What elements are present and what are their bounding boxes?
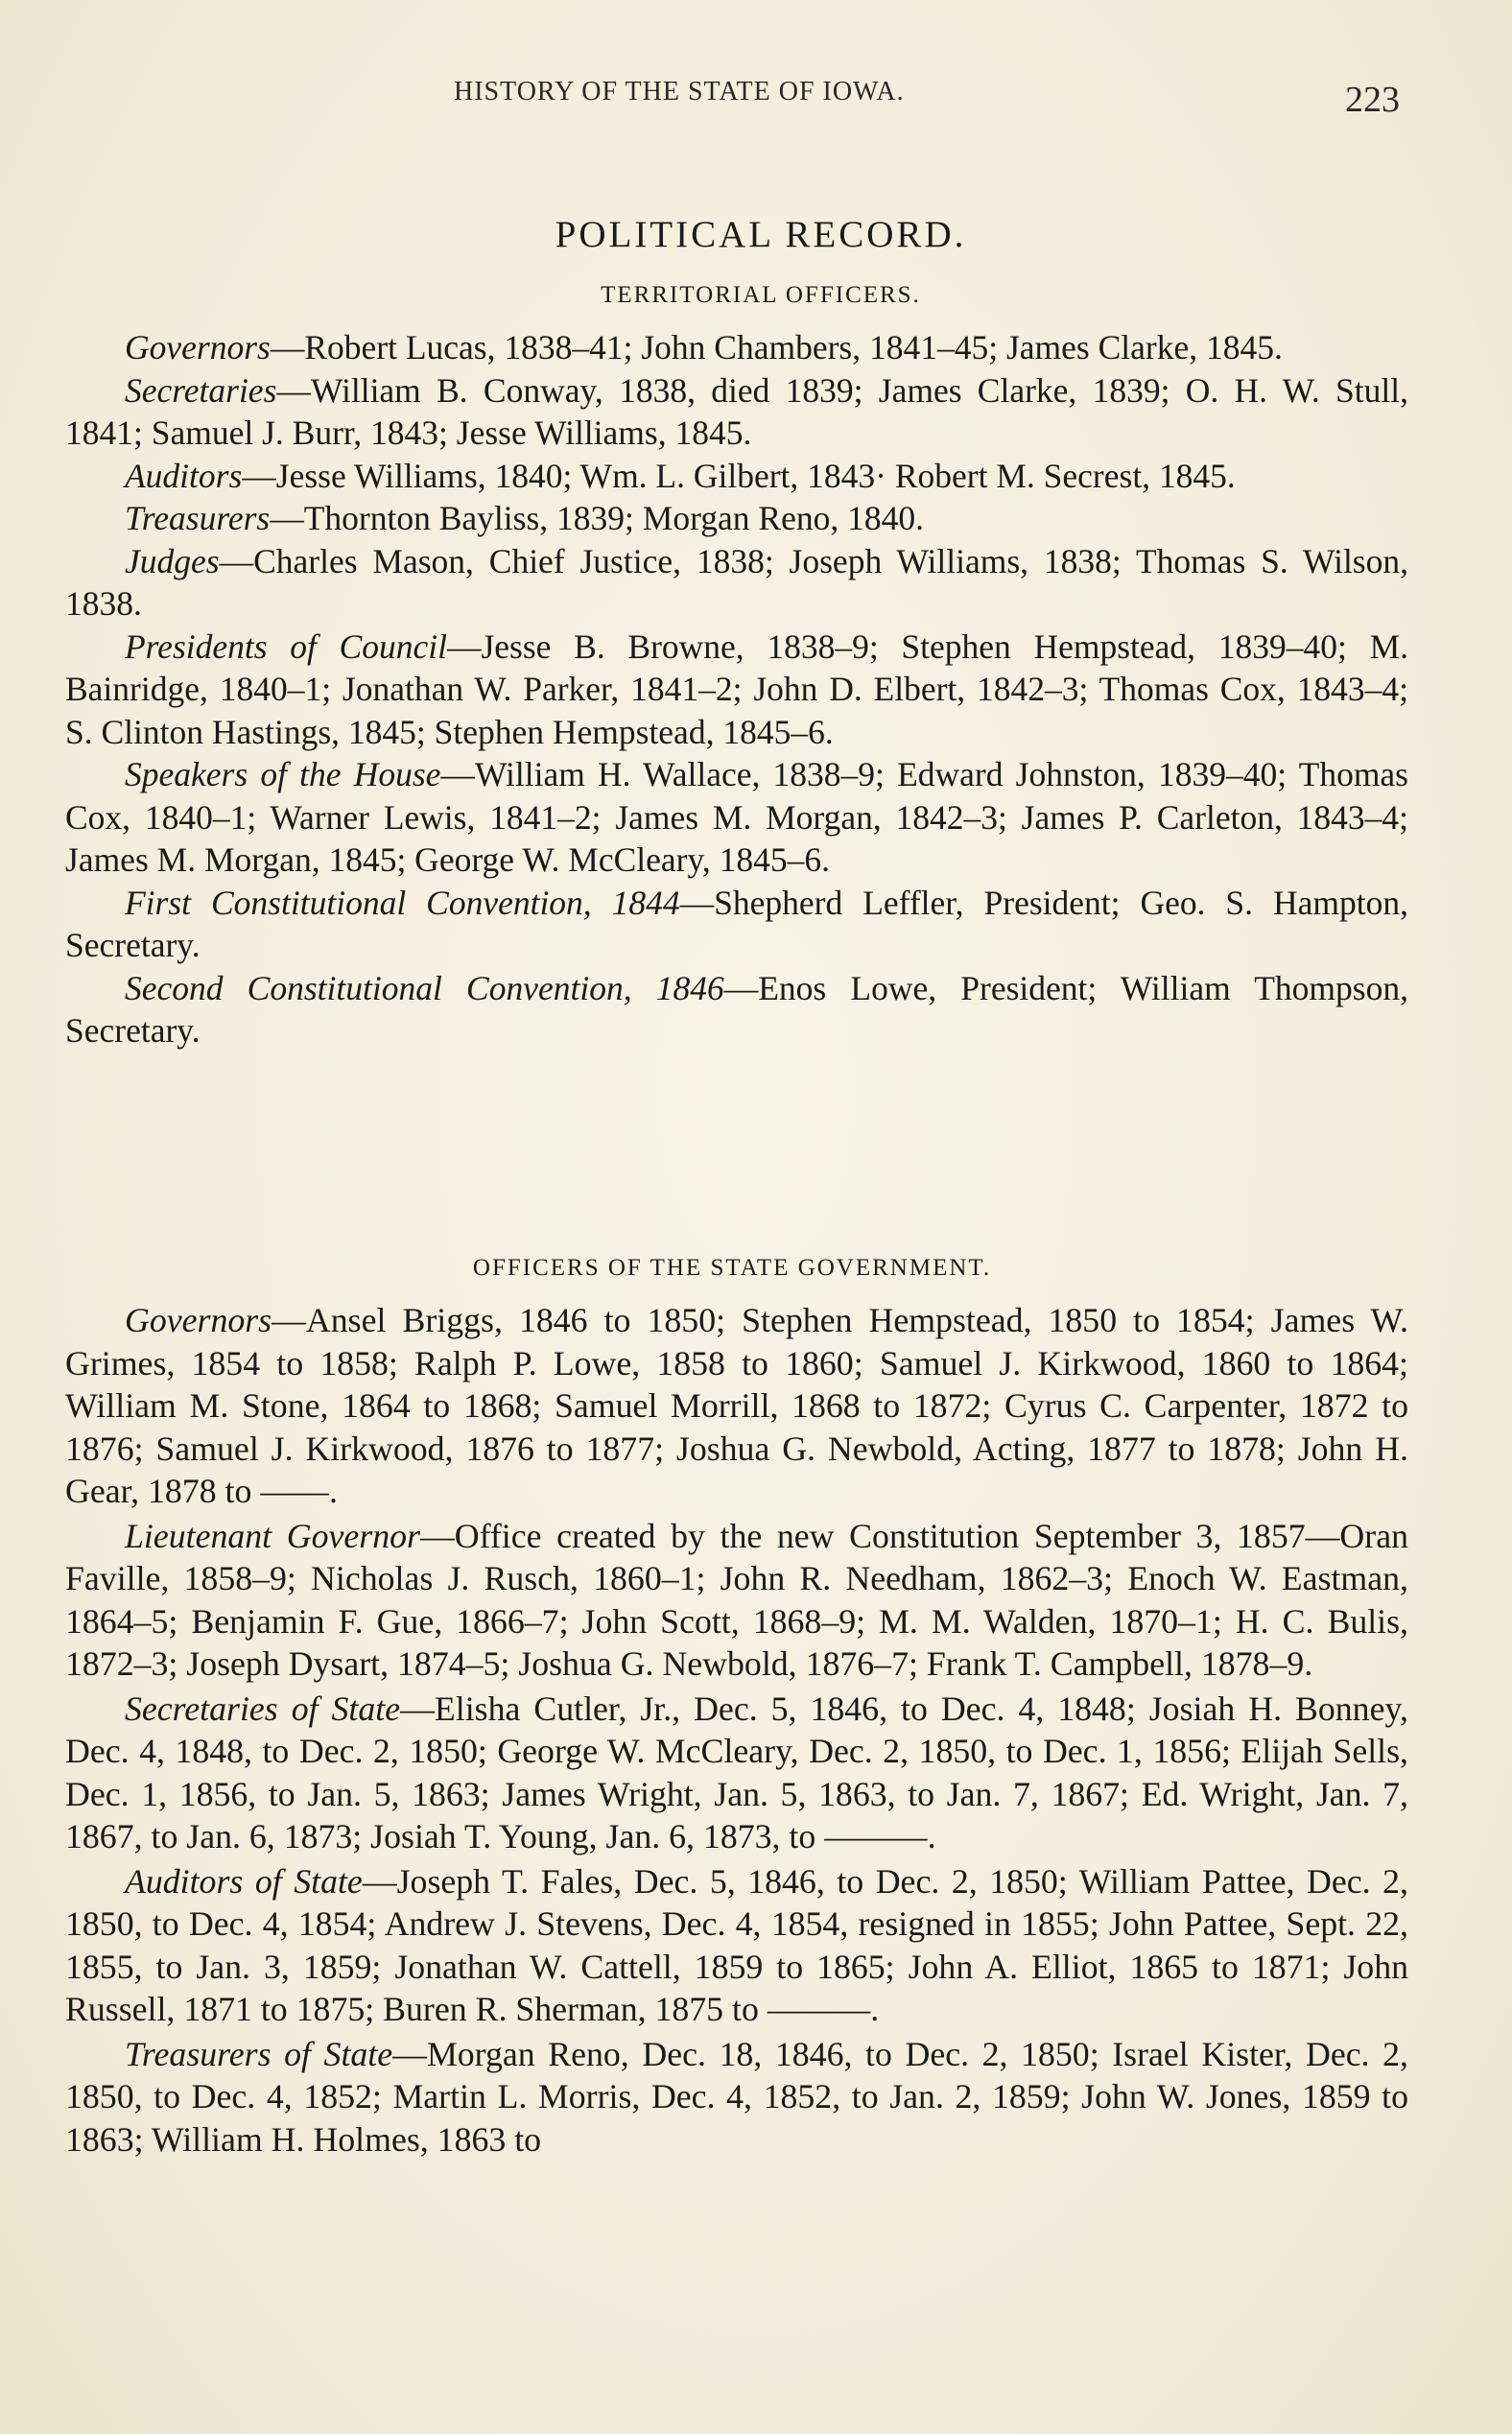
entry-heading: Auditors <box>125 456 243 495</box>
entry-heading: Governors <box>125 328 271 366</box>
entry-state-governors <box>65 1299 1408 1513</box>
entry-heading: Governors <box>125 1301 272 1339</box>
entry-heading: Secretaries <box>125 370 277 410</box>
entry-text: —Ansel Briggs, 1846 to 1850; Stephen Hempstead, 1850 to 1854; James W. Grimes, 1854 to 1858; Ralph P. Lowe, 1858 to 1860; Samuel J. Kirkwood, 1860 to 1864; William M. Stone, 1864 to 1868; Samuel Morrill, 1868 to 1872; Cyrus C. Carpenter, 1872 to 1876; Samuel J. Kirkwood, 1876 to 1877; Joshua G. Newbold, Acting, 1877 to 1878; John H. Gear, 1878 to ——. <box>65 1301 1408 1510</box>
entry-heading: Judges <box>125 541 220 580</box>
entry-speakers-of-the-house <box>65 753 1408 882</box>
entry-text: —William H. Wallace, 1838–9; Edward Johnston, 1839–40; Thomas Cox, 1840–1; Warner Lewis, 1841–2; James M. Morgan, 1842–3; James P. Carleton, 1843–4; James M. Morgan, 1845; George W. McCleary, 1845–6. <box>65 755 1408 879</box>
entry-text: —Joseph T. Fales, Dec. 5, 1846, to Dec. 2, 1850; William Pattee, Dec. 2, 1850, to Dec. 4, 1854; Andrew J. Stevens, Dec. 4, 1854, resigned in 1855; John Pattee, Sept. 22, 1855, to Jan. 3, 1859; Jonathan W. Cattell, 1859 to 1865; John A. Elliot, 1865 to 1871; John Russell, 1871 to 1875; Buren R. Sherman, 1875 to ———. <box>65 1861 1408 2028</box>
entry-heading: First Constitutional Convention, 1844 <box>125 883 680 922</box>
entry-heading: Presidents of Council <box>125 626 447 666</box>
entry-heading: Treasurers of State <box>125 2034 393 2073</box>
entry-text: —Jesse B. Browne, 1838–9; Stephen Hempstead, 1839–40; M. Bainridge, 1840–1; Jonathan W. Parker, 1841–2; John D. Elbert, 1842–3; Thomas Cox, 1843–4; S. Clinton Hastings, 1845; Stephen Hempstead, 1845–6. <box>65 626 1409 751</box>
entry-heading: Lieutenant Governor <box>125 1516 420 1555</box>
entry-treasurers-of-state <box>65 2033 1408 2162</box>
entry-presidents-of-council <box>65 626 1408 754</box>
entry-text: —Enos Lowe, President; William Thompson, Secretary. <box>65 968 1408 1050</box>
entry-text: —Office created by the new Constitution September 3, 1857—Oran Faville, 1858–9; Nicholas J. Rusch, 1860–1; John R. Needham, 1862–3; Enoch W. Eastman, 1864–5; Benjamin F. Gue, 1866–7; John Scott, 1868–9; M. M. Walden, 1870–1; H. C. Bulis, 1872–3; Joseph Dysart, 1874–5; Joshua G. Newbold, 1876–7; Frank T. Campbell, 1878–9. <box>65 1516 1408 1683</box>
entry-text: —Shepherd Leffler, President; Geo. S. Hampton, Secretary. <box>65 883 1409 964</box>
entry-auditors-of-state <box>65 1860 1408 2031</box>
entry-heading: Auditors of State <box>125 1861 363 1901</box>
entry-text: —Morgan Reno, Dec. 18, 1846, to Dec. 2, 1850; Israel Kister, Dec. 2, 1850, to Dec. 4, 1852; Martin L. Morris, Dec. 4, 1852, to Jan. 2, 1859; John W. Jones, 1859 to 1863; William H. Holmes, 1863 to <box>65 2034 1408 2159</box>
entry-lieutenant-governor <box>65 1515 1408 1686</box>
entry-text: —Elisha Cutler, Jr., Dec. 5, 1846, to Dec. 4, 1848; Josiah H. Bonney, Dec. 4, 1848, to Dec. 2, 1850; George W. McCleary, Dec. 2, 1850, to Dec. 1, 1856; Elijah Sells, Dec. 1, 1856, to Jan. 5, 1863; James Wright, Jan. 5, 1863, to Jan. 7, 1867; Ed. Wright, Jan. 7, 1867, to Jan. 6, 1873; Josiah T. Young, Jan. 6, 1873, to ———. <box>65 1689 1408 1855</box>
entry-secretaries <box>65 369 1408 455</box>
entry-heading: Speakers of the House <box>125 755 441 793</box>
entry-heading: Second Constitutional Convention, 1846 <box>125 968 724 1007</box>
territorial-officers-list <box>65 326 1408 1052</box>
entry-heading: Secretaries of State <box>125 1689 401 1728</box>
state-government-officers-list <box>65 1299 1408 2162</box>
section-heading-territorial: TERRITORIAL OFFICERS. <box>601 282 921 308</box>
entry-governors <box>65 326 1408 369</box>
running-head: HISTORY OF THE STATE OF IOWA. <box>454 77 905 106</box>
page-number: 223 <box>1345 80 1400 120</box>
entry-heading: Treasurers <box>125 499 271 537</box>
entry-second-constitutional-convention <box>65 967 1408 1052</box>
entry-auditors <box>65 455 1408 498</box>
entry-first-constitutional-convention <box>65 882 1408 967</box>
entry-text: —Robert Lucas, 1838–41; John Chambers, 1841–45; James Clarke, 1845. <box>270 328 1283 366</box>
entry-judges <box>65 540 1408 626</box>
entry-treasurers <box>65 497 1408 540</box>
entry-text: —Charles Mason, Chief Justice, 1838; Joseph Williams, 1838; Thomas S. Wilson, 1838. <box>65 541 1408 623</box>
page-title: POLITICAL RECORD. <box>555 214 967 255</box>
entry-text: —Thornton Bayliss, 1839; Morgan Reno, 1840. <box>270 499 924 537</box>
entry-secretaries-of-state <box>65 1688 1408 1858</box>
entry-text: —William B. Conway, 1838, died 1839; James Clarke, 1839; O. H. W. Stull, 1841; Samuel J. Burr, 1843; Jesse Williams, 1845. <box>65 370 1408 452</box>
entry-text: —Jesse Williams, 1840; Wm. L. Gilbert, 1843· Robert M. Secrest, 1845. <box>242 456 1236 495</box>
section-heading-state-government: OFFICERS OF THE STATE GOVERNMENT. <box>472 1255 992 1281</box>
